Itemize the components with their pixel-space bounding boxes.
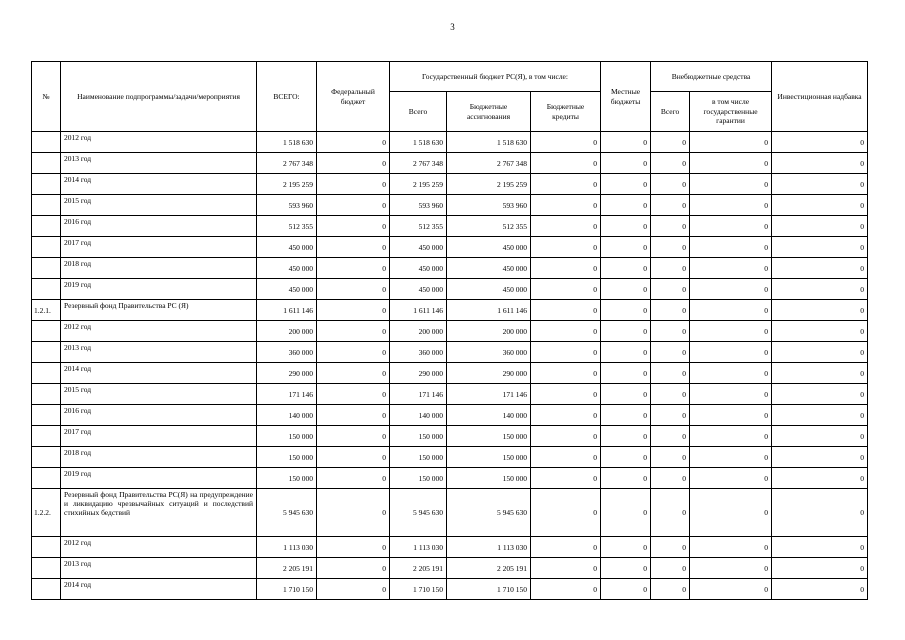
table-row	[32, 174, 868, 195]
cell-extra-total: 0	[651, 405, 690, 426]
cell-extra-guarantees: 0	[690, 405, 772, 426]
cell-num	[32, 195, 61, 216]
header-state-credits: Бюджетные кредиты	[531, 92, 601, 132]
cell-state-total: 512 355	[390, 216, 447, 237]
cell-total: 1 113 030	[257, 537, 317, 558]
cell-name: 2014 год	[61, 579, 257, 600]
cell-local: 0	[601, 363, 651, 384]
cell-federal: 0	[317, 363, 390, 384]
cell-name: 2015 год	[61, 195, 257, 216]
cell-num	[32, 342, 61, 363]
table-row	[32, 258, 868, 279]
cell-local: 0	[601, 216, 651, 237]
cell-extra-guarantees: 0	[690, 279, 772, 300]
table-row	[32, 342, 868, 363]
table-row	[32, 426, 868, 447]
budget-table	[31, 61, 868, 600]
cell-local: 0	[601, 174, 651, 195]
cell-state-alloc: 290 000	[447, 363, 531, 384]
cell-extra-total: 0	[651, 153, 690, 174]
table-row	[32, 558, 868, 579]
cell-num	[32, 447, 61, 468]
cell-invest: 0	[772, 300, 868, 321]
cell-extra-guarantees: 0	[690, 342, 772, 363]
cell-state-alloc: 2 195 259	[447, 174, 531, 195]
cell-total: 1 518 630	[257, 132, 317, 153]
cell-state-total: 450 000	[390, 237, 447, 258]
header-extra-total: Всего	[651, 92, 690, 132]
cell-num	[32, 384, 61, 405]
cell-name: 2016 год	[61, 405, 257, 426]
cell-extra-guarantees: 0	[690, 258, 772, 279]
cell-name: 2016 год	[61, 216, 257, 237]
cell-num	[32, 363, 61, 384]
cell-state-total: 140 000	[390, 405, 447, 426]
cell-name: 2017 год	[61, 426, 257, 447]
cell-state-credits: 0	[531, 132, 601, 153]
cell-invest: 0	[772, 363, 868, 384]
cell-extra-guarantees: 0	[690, 558, 772, 579]
cell-num	[32, 279, 61, 300]
cell-invest: 0	[772, 384, 868, 405]
cell-state-alloc: 150 000	[447, 468, 531, 489]
cell-state-alloc: 171 146	[447, 384, 531, 405]
cell-name: 2017 год	[61, 237, 257, 258]
cell-invest: 0	[772, 195, 868, 216]
cell-local: 0	[601, 153, 651, 174]
cell-num	[32, 216, 61, 237]
cell-extra-total: 0	[651, 174, 690, 195]
cell-state-credits: 0	[531, 558, 601, 579]
cell-extra-total: 0	[651, 279, 690, 300]
cell-federal: 0	[317, 153, 390, 174]
cell-extra-total: 0	[651, 237, 690, 258]
cell-extra-guarantees: 0	[690, 426, 772, 447]
cell-federal: 0	[317, 321, 390, 342]
cell-local: 0	[601, 468, 651, 489]
cell-federal: 0	[317, 579, 390, 600]
cell-invest: 0	[772, 153, 868, 174]
cell-name: 2019 год	[61, 468, 257, 489]
cell-state-alloc: 1 113 030	[447, 537, 531, 558]
cell-state-credits: 0	[531, 426, 601, 447]
cell-extra-total: 0	[651, 426, 690, 447]
header-federal: Федеральный бюджет	[317, 62, 390, 132]
header-state-total: Всего	[390, 92, 447, 132]
cell-federal: 0	[317, 468, 390, 489]
cell-state-alloc: 150 000	[447, 447, 531, 468]
cell-extra-guarantees: 0	[690, 447, 772, 468]
cell-state-credits: 0	[531, 321, 601, 342]
cell-invest: 0	[772, 216, 868, 237]
cell-state-alloc: 360 000	[447, 342, 531, 363]
cell-state-total: 2 767 348	[390, 153, 447, 174]
cell-extra-total: 0	[651, 384, 690, 405]
cell-extra-guarantees: 0	[690, 132, 772, 153]
cell-local: 0	[601, 195, 651, 216]
table-row	[32, 153, 868, 174]
cell-name: Резервный фонд Правительства РС (Я)	[61, 300, 257, 321]
cell-state-total: 2 195 259	[390, 174, 447, 195]
header-extra: Внебюджетные средства	[651, 62, 772, 92]
table-row	[32, 384, 868, 405]
header-extra-guarantees: в том числе государственные гарантии	[690, 92, 772, 132]
table-row	[32, 279, 868, 300]
cell-name: 2019 год	[61, 279, 257, 300]
cell-local: 0	[601, 258, 651, 279]
cell-state-total: 1 710 150	[390, 579, 447, 600]
cell-extra-guarantees: 0	[690, 468, 772, 489]
cell-invest: 0	[772, 447, 868, 468]
table-row	[32, 300, 868, 321]
cell-state-alloc: 512 355	[447, 216, 531, 237]
cell-federal: 0	[317, 447, 390, 468]
cell-name: 2018 год	[61, 258, 257, 279]
cell-federal: 0	[317, 384, 390, 405]
cell-local: 0	[601, 384, 651, 405]
cell-federal: 0	[317, 489, 390, 537]
cell-name: 2013 год	[61, 342, 257, 363]
cell-state-total: 360 000	[390, 342, 447, 363]
cell-extra-guarantees: 0	[690, 489, 772, 537]
cell-state-credits: 0	[531, 153, 601, 174]
cell-invest: 0	[772, 558, 868, 579]
table-row	[32, 468, 868, 489]
cell-invest: 0	[772, 468, 868, 489]
cell-extra-guarantees: 0	[690, 300, 772, 321]
cell-extra-total: 0	[651, 537, 690, 558]
cell-total: 2 205 191	[257, 558, 317, 579]
cell-federal: 0	[317, 174, 390, 195]
table-row	[32, 237, 868, 258]
cell-extra-total: 0	[651, 468, 690, 489]
cell-num	[32, 468, 61, 489]
cell-invest: 0	[772, 258, 868, 279]
cell-state-credits: 0	[531, 300, 601, 321]
cell-extra-guarantees: 0	[690, 321, 772, 342]
cell-state-alloc: 1 611 146	[447, 300, 531, 321]
cell-state-credits: 0	[531, 363, 601, 384]
cell-invest: 0	[772, 579, 868, 600]
cell-state-alloc: 5 945 630	[447, 489, 531, 537]
cell-extra-total: 0	[651, 447, 690, 468]
cell-invest: 0	[772, 342, 868, 363]
cell-extra-total: 0	[651, 258, 690, 279]
cell-local: 0	[601, 279, 651, 300]
cell-state-total: 150 000	[390, 447, 447, 468]
cell-num	[32, 258, 61, 279]
cell-state-credits: 0	[531, 579, 601, 600]
cell-extra-guarantees: 0	[690, 174, 772, 195]
cell-num	[32, 579, 61, 600]
cell-name: 2012 год	[61, 321, 257, 342]
cell-num	[32, 426, 61, 447]
cell-state-credits: 0	[531, 489, 601, 537]
cell-state-total: 200 000	[390, 321, 447, 342]
cell-total: 150 000	[257, 468, 317, 489]
cell-name: 2013 год	[61, 558, 257, 579]
cell-total: 200 000	[257, 321, 317, 342]
cell-federal: 0	[317, 405, 390, 426]
cell-total: 2 767 348	[257, 153, 317, 174]
cell-federal: 0	[317, 342, 390, 363]
cell-total: 150 000	[257, 447, 317, 468]
cell-extra-guarantees: 0	[690, 384, 772, 405]
cell-extra-guarantees: 0	[690, 579, 772, 600]
cell-extra-total: 0	[651, 558, 690, 579]
cell-state-credits: 0	[531, 447, 601, 468]
cell-num	[32, 537, 61, 558]
header-state: Государственный бюджет РС(Я), в том числе:	[390, 62, 601, 92]
table-row	[32, 447, 868, 468]
table-row	[32, 537, 868, 558]
cell-name: 2013 год	[61, 153, 257, 174]
cell-extra-guarantees: 0	[690, 216, 772, 237]
cell-extra-total: 0	[651, 132, 690, 153]
cell-state-total: 150 000	[390, 468, 447, 489]
cell-invest: 0	[772, 537, 868, 558]
cell-invest: 0	[772, 174, 868, 195]
cell-local: 0	[601, 132, 651, 153]
cell-total: 171 146	[257, 384, 317, 405]
cell-state-credits: 0	[531, 237, 601, 258]
cell-num	[32, 321, 61, 342]
cell-federal: 0	[317, 558, 390, 579]
header-name: Наименование подпрограммы/задачи/мероприятия	[61, 62, 257, 132]
cell-state-total: 1 611 146	[390, 300, 447, 321]
cell-name: 2012 год	[61, 537, 257, 558]
cell-extra-total: 0	[651, 216, 690, 237]
cell-state-alloc: 593 960	[447, 195, 531, 216]
cell-num	[32, 132, 61, 153]
cell-name: 2018 год	[61, 447, 257, 468]
cell-state-total: 1 518 630	[390, 132, 447, 153]
cell-total: 450 000	[257, 237, 317, 258]
cell-state-total: 1 113 030	[390, 537, 447, 558]
cell-federal: 0	[317, 258, 390, 279]
cell-local: 0	[601, 405, 651, 426]
cell-num: 1.2.2.	[32, 489, 61, 537]
cell-extra-total: 0	[651, 321, 690, 342]
cell-local: 0	[601, 321, 651, 342]
table-row	[32, 363, 868, 384]
cell-local: 0	[601, 300, 651, 321]
table-row	[32, 132, 868, 153]
cell-federal: 0	[317, 237, 390, 258]
cell-state-total: 290 000	[390, 363, 447, 384]
cell-extra-guarantees: 0	[690, 237, 772, 258]
cell-invest: 0	[772, 321, 868, 342]
cell-total: 150 000	[257, 426, 317, 447]
cell-local: 0	[601, 237, 651, 258]
table-row	[32, 321, 868, 342]
cell-name: 2014 год	[61, 363, 257, 384]
cell-state-total: 171 146	[390, 384, 447, 405]
cell-total: 1 710 150	[257, 579, 317, 600]
cell-local: 0	[601, 558, 651, 579]
cell-invest: 0	[772, 426, 868, 447]
cell-state-alloc: 450 000	[447, 258, 531, 279]
cell-extra-total: 0	[651, 363, 690, 384]
cell-invest: 0	[772, 132, 868, 153]
cell-state-alloc: 1 518 630	[447, 132, 531, 153]
cell-invest: 0	[772, 405, 868, 426]
table-header	[32, 62, 868, 132]
cell-federal: 0	[317, 537, 390, 558]
cell-total: 593 960	[257, 195, 317, 216]
cell-state-alloc: 150 000	[447, 426, 531, 447]
table-row	[32, 195, 868, 216]
header-state-alloc: Бюджетные ассигнования	[447, 92, 531, 132]
table-row	[32, 489, 868, 537]
cell-total: 450 000	[257, 279, 317, 300]
cell-local: 0	[601, 489, 651, 537]
cell-name: Резервный фонд Правительства РС(Я) на предупреждение и ликвидацию чрезвычайных ситуаций и последствий стихийных бедствий	[61, 489, 257, 537]
cell-state-alloc: 2 205 191	[447, 558, 531, 579]
cell-extra-total: 0	[651, 300, 690, 321]
cell-state-alloc: 450 000	[447, 237, 531, 258]
cell-state-total: 450 000	[390, 279, 447, 300]
cell-num	[32, 237, 61, 258]
cell-federal: 0	[317, 195, 390, 216]
cell-state-alloc: 140 000	[447, 405, 531, 426]
table-body	[32, 132, 868, 600]
cell-federal: 0	[317, 300, 390, 321]
cell-total: 1 611 146	[257, 300, 317, 321]
cell-state-alloc: 450 000	[447, 279, 531, 300]
cell-total: 2 195 259	[257, 174, 317, 195]
cell-invest: 0	[772, 237, 868, 258]
cell-state-credits: 0	[531, 384, 601, 405]
cell-federal: 0	[317, 426, 390, 447]
cell-state-credits: 0	[531, 174, 601, 195]
cell-total: 5 945 630	[257, 489, 317, 537]
cell-state-total: 5 945 630	[390, 489, 447, 537]
cell-state-credits: 0	[531, 216, 601, 237]
cell-federal: 0	[317, 132, 390, 153]
cell-extra-total: 0	[651, 195, 690, 216]
cell-invest: 0	[772, 489, 868, 537]
table-row	[32, 405, 868, 426]
cell-total: 450 000	[257, 258, 317, 279]
cell-state-total: 2 205 191	[390, 558, 447, 579]
header-num: №	[32, 62, 61, 132]
cell-state-total: 150 000	[390, 426, 447, 447]
cell-local: 0	[601, 342, 651, 363]
cell-num: 1.2.1.	[32, 300, 61, 321]
cell-state-alloc: 1 710 150	[447, 579, 531, 600]
cell-total: 140 000	[257, 405, 317, 426]
cell-invest: 0	[772, 279, 868, 300]
cell-state-credits: 0	[531, 537, 601, 558]
cell-extra-guarantees: 0	[690, 537, 772, 558]
cell-state-credits: 0	[531, 405, 601, 426]
cell-state-credits: 0	[531, 258, 601, 279]
cell-num	[32, 174, 61, 195]
cell-num	[32, 405, 61, 426]
cell-total: 360 000	[257, 342, 317, 363]
header-invest: Инвестиционная надбавка	[772, 62, 868, 132]
cell-num	[32, 558, 61, 579]
cell-local: 0	[601, 426, 651, 447]
cell-state-total: 593 960	[390, 195, 447, 216]
cell-name: 2012 год	[61, 132, 257, 153]
cell-name: 2014 год	[61, 174, 257, 195]
cell-local: 0	[601, 447, 651, 468]
cell-total: 290 000	[257, 363, 317, 384]
cell-extra-total: 0	[651, 579, 690, 600]
table-row	[32, 579, 868, 600]
header-local: Местные бюджеты	[601, 62, 651, 132]
cell-state-credits: 0	[531, 279, 601, 300]
cell-state-alloc: 200 000	[447, 321, 531, 342]
cell-total: 512 355	[257, 216, 317, 237]
cell-extra-total: 0	[651, 342, 690, 363]
cell-extra-guarantees: 0	[690, 363, 772, 384]
cell-extra-guarantees: 0	[690, 195, 772, 216]
page-number: 3	[450, 22, 455, 32]
cell-federal: 0	[317, 279, 390, 300]
cell-num	[32, 153, 61, 174]
cell-state-credits: 0	[531, 195, 601, 216]
cell-name: 2015 год	[61, 384, 257, 405]
cell-state-credits: 0	[531, 468, 601, 489]
cell-federal: 0	[317, 216, 390, 237]
cell-extra-total: 0	[651, 489, 690, 537]
cell-local: 0	[601, 537, 651, 558]
cell-state-credits: 0	[531, 342, 601, 363]
table-row	[32, 216, 868, 237]
cell-state-alloc: 2 767 348	[447, 153, 531, 174]
cell-local: 0	[601, 579, 651, 600]
cell-state-total: 450 000	[390, 258, 447, 279]
cell-extra-guarantees: 0	[690, 153, 772, 174]
header-total: ВСЕГО:	[257, 62, 317, 132]
